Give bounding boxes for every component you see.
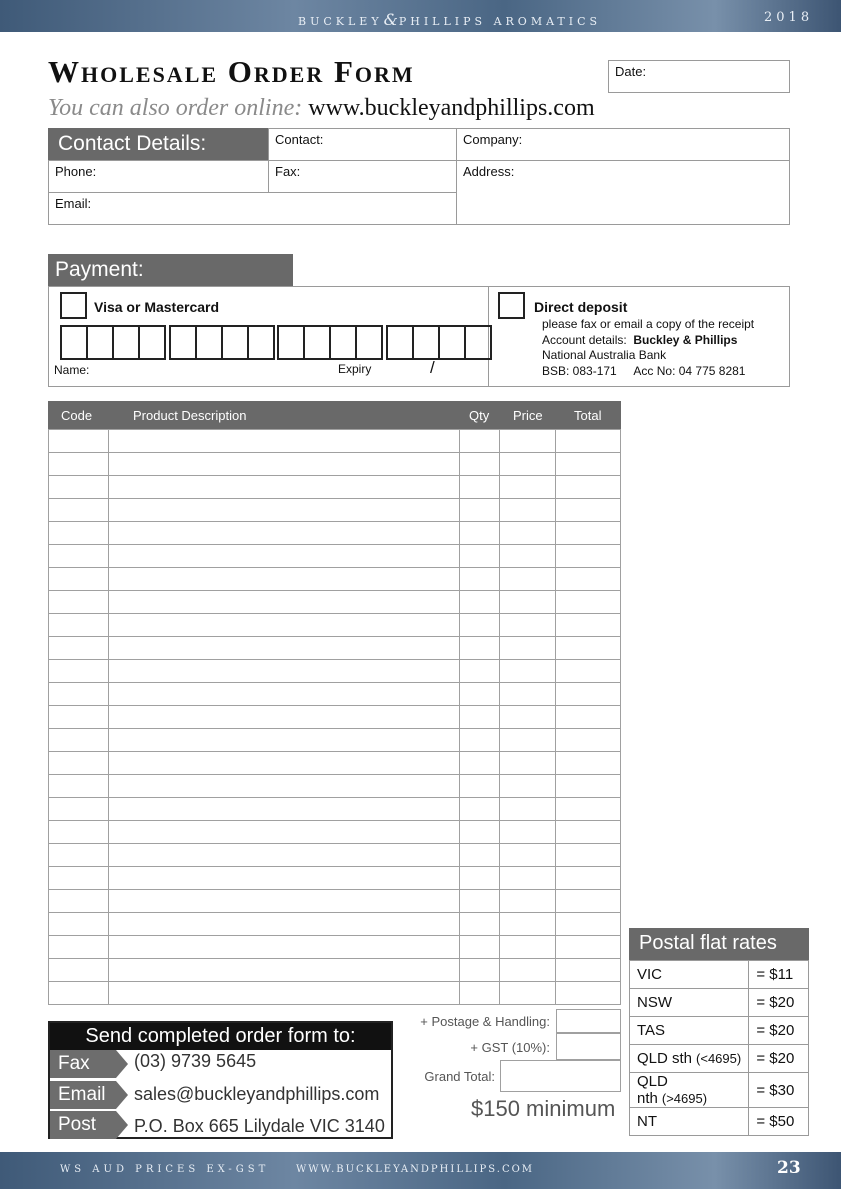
grand-total-field[interactable] [500, 1060, 621, 1092]
rate-row [630, 1017, 809, 1045]
cell-total[interactable] [556, 614, 621, 637]
contact-field[interactable] [268, 128, 457, 161]
brand-name: BUCKLEY&PHILLIPS AROMATICS [298, 10, 602, 29]
cell-code[interactable] [49, 798, 109, 821]
cell-qty[interactable] [460, 821, 500, 844]
cell-total[interactable] [556, 683, 621, 706]
card-number-group-4[interactable] [386, 325, 492, 360]
post-tag: Post [50, 1111, 116, 1139]
cell-description[interactable] [108, 660, 459, 683]
cell-total[interactable] [556, 499, 621, 522]
cell-description[interactable] [108, 959, 459, 982]
header-year: 2018 [764, 10, 814, 25]
cell-description[interactable] [108, 867, 459, 890]
cell-price[interactable] [500, 798, 556, 821]
col-description: Product Description [133, 408, 247, 423]
rate-price: = $11 [749, 961, 809, 989]
company-field[interactable] [456, 128, 790, 161]
rate-row [630, 1073, 809, 1108]
rate-price: = $20 [749, 989, 809, 1017]
expiry-slash: / [430, 358, 435, 377]
table-row [49, 798, 621, 821]
cell-code[interactable] [49, 867, 109, 890]
table-row [49, 614, 621, 637]
table-row [49, 982, 621, 1005]
name-label: Name: [54, 363, 90, 377]
cell-description[interactable] [108, 982, 459, 1005]
cell-price[interactable] [500, 522, 556, 545]
cell-qty[interactable] [460, 729, 500, 752]
card-checkbox[interactable] [60, 292, 87, 319]
cell-description[interactable] [108, 729, 459, 752]
table-row [49, 499, 621, 522]
cell-qty[interactable] [460, 660, 500, 683]
table-row [49, 591, 621, 614]
bank-name: National Australia Bank [542, 348, 667, 362]
cell-price[interactable] [500, 867, 556, 890]
rate-price: = $20 [749, 1045, 809, 1073]
cell-code[interactable] [49, 591, 109, 614]
card-label: Visa or Mastercard [94, 299, 220, 315]
cell-qty[interactable] [460, 706, 500, 729]
cell-price[interactable] [500, 499, 556, 522]
cell-code[interactable] [49, 821, 109, 844]
table-row [49, 913, 621, 936]
cell-price[interactable] [500, 913, 556, 936]
col-qty: Qty [469, 408, 490, 423]
cell-description[interactable] [108, 568, 459, 591]
page-title: Wholesale Order Form [48, 54, 415, 89]
cell-code[interactable] [49, 982, 109, 1005]
cell-qty[interactable] [460, 453, 500, 476]
cell-qty[interactable] [460, 890, 500, 913]
footer-url: WWW.BUCKLEYANDPHILLIPS.COM [296, 1164, 535, 1175]
fax-field[interactable] [268, 160, 457, 193]
email-label: Email: [55, 196, 92, 211]
deposit-details [542, 317, 754, 379]
col-total: Total [574, 408, 602, 423]
cell-qty[interactable] [460, 867, 500, 890]
cell-description[interactable] [108, 890, 459, 913]
company-label: Company: [463, 132, 523, 147]
postage-label: + Postage & Handling: [420, 1014, 550, 1029]
gst-label: + GST (10%): [470, 1040, 550, 1055]
table-row [49, 706, 621, 729]
cell-code[interactable] [49, 775, 109, 798]
table-row [49, 936, 621, 959]
cell-qty[interactable] [460, 752, 500, 775]
cell-qty[interactable] [460, 522, 500, 545]
cell-qty[interactable] [460, 982, 500, 1005]
table-row [49, 430, 621, 453]
col-price: Price [513, 408, 543, 423]
cell-description[interactable] [108, 752, 459, 775]
cell-description[interactable] [108, 430, 459, 453]
cell-total[interactable] [556, 453, 621, 476]
cell-price[interactable] [500, 959, 556, 982]
cell-price[interactable] [500, 982, 556, 1005]
cell-description[interactable] [108, 775, 459, 798]
cell-qty[interactable] [460, 936, 500, 959]
items-table-header [48, 401, 621, 429]
cell-code[interactable] [49, 752, 109, 775]
cell-description[interactable] [108, 798, 459, 821]
cell-total[interactable] [556, 752, 621, 775]
cell-description[interactable] [108, 614, 459, 637]
online-prefix: You can also order online: [48, 95, 303, 121]
rate-region: NT [630, 1108, 749, 1136]
postal-rates-table [629, 960, 809, 1136]
cell-code[interactable] [49, 959, 109, 982]
cell-code[interactable] [49, 499, 109, 522]
cell-total[interactable] [556, 959, 621, 982]
rate-row [630, 961, 809, 989]
table-row [49, 959, 621, 982]
cell-total[interactable] [556, 775, 621, 798]
cell-price[interactable] [500, 890, 556, 913]
cell-description[interactable] [108, 913, 459, 936]
send-box [48, 1021, 393, 1139]
cell-qty[interactable] [460, 798, 500, 821]
cell-code[interactable] [49, 522, 109, 545]
table-row [49, 660, 621, 683]
postage-field[interactable] [556, 1009, 621, 1033]
cell-code[interactable] [49, 430, 109, 453]
cell-description[interactable] [108, 476, 459, 499]
table-row [49, 453, 621, 476]
fax-label: Fax: [275, 164, 301, 179]
cell-price[interactable] [500, 821, 556, 844]
table-row [49, 729, 621, 752]
table-row [49, 821, 621, 844]
postal-address: P.O. Box 665 Lilydale VIC 3140 [134, 1116, 385, 1136]
contact-heading: Contact Details: [48, 128, 269, 160]
cell-description[interactable] [108, 453, 459, 476]
table-row [49, 522, 621, 545]
cell-code[interactable] [49, 660, 109, 683]
account-details: Account details: Buckley & Phillips [542, 332, 738, 347]
rate-region: NSW [630, 989, 749, 1017]
cell-total[interactable] [556, 798, 621, 821]
minimum-order: $150 minimum [471, 1096, 616, 1121]
phone-label: Phone: [55, 164, 97, 179]
header-band [0, 0, 841, 32]
cell-qty[interactable] [460, 844, 500, 867]
address-field[interactable] [456, 160, 790, 225]
cell-code[interactable] [49, 844, 109, 867]
rate-region: VIC [630, 961, 749, 989]
cell-total[interactable] [556, 982, 621, 1005]
rate-price: = $20 [749, 1017, 809, 1045]
cell-price[interactable] [500, 706, 556, 729]
table-row [49, 545, 621, 568]
table-row [49, 867, 621, 890]
cell-price[interactable] [500, 936, 556, 959]
rate-row [630, 1108, 809, 1136]
rate-price: = $50 [749, 1108, 809, 1136]
cell-code[interactable] [49, 568, 109, 591]
cell-code[interactable] [49, 683, 109, 706]
rate-region: TAS [630, 1017, 749, 1045]
website-link[interactable]: www.buckleyandphillips.com [308, 95, 595, 121]
cell-description[interactable] [108, 706, 459, 729]
cell-code[interactable] [49, 545, 109, 568]
table-row [49, 476, 621, 499]
footer-band [0, 1152, 841, 1189]
card-number-group-1[interactable] [60, 325, 166, 360]
cell-description[interactable] [108, 637, 459, 660]
cell-qty[interactable] [460, 430, 500, 453]
cell-qty[interactable] [460, 637, 500, 660]
cell-price[interactable] [500, 844, 556, 867]
cell-description[interactable] [108, 522, 459, 545]
cell-code[interactable] [49, 476, 109, 499]
cell-qty[interactable] [460, 775, 500, 798]
cell-total[interactable] [556, 936, 621, 959]
cell-price[interactable] [500, 660, 556, 683]
cell-total[interactable] [556, 729, 621, 752]
cell-code[interactable] [49, 637, 109, 660]
cell-price[interactable] [500, 430, 556, 453]
cell-code[interactable] [49, 936, 109, 959]
cell-price[interactable] [500, 775, 556, 798]
card-number-group-3[interactable] [277, 325, 383, 360]
cell-code[interactable] [49, 890, 109, 913]
cell-total[interactable] [556, 545, 621, 568]
rate-region: QLD nth (>4695) [630, 1073, 749, 1108]
cell-description[interactable] [108, 821, 459, 844]
cell-description[interactable] [108, 683, 459, 706]
deposit-checkbox[interactable] [498, 292, 525, 319]
cell-code[interactable] [49, 453, 109, 476]
card-number-group-2[interactable] [169, 325, 275, 360]
cell-description[interactable] [108, 844, 459, 867]
cell-total[interactable] [556, 637, 621, 660]
cell-price[interactable] [500, 614, 556, 637]
cell-price[interactable] [500, 591, 556, 614]
address-label: Address: [463, 164, 515, 179]
cell-code[interactable] [49, 706, 109, 729]
cell-price[interactable] [500, 683, 556, 706]
bank-numbers: BSB: 083-171 Acc No: 04 775 8281 [542, 363, 746, 378]
cell-qty[interactable] [460, 568, 500, 591]
contact-label: Contact: [275, 132, 324, 147]
cell-price[interactable] [500, 453, 556, 476]
cell-total[interactable] [556, 821, 621, 844]
cell-total[interactable] [556, 913, 621, 936]
items-table [48, 429, 621, 1005]
cell-price[interactable] [500, 637, 556, 660]
cell-price[interactable] [500, 568, 556, 591]
send-heading: Send completed order form to: [50, 1023, 391, 1050]
footer-prices-note: WS AUD PRICES EX-GST [60, 1164, 270, 1175]
cell-total[interactable] [556, 844, 621, 867]
table-row [49, 890, 621, 913]
cell-price[interactable] [500, 545, 556, 568]
table-row [49, 637, 621, 660]
grand-total-label: Grand Total: [424, 1069, 495, 1084]
phone-field[interactable] [48, 160, 269, 193]
expiry-label: Expiry [338, 362, 372, 376]
cell-code[interactable] [49, 729, 109, 752]
payment-heading: Payment: [48, 254, 293, 286]
cell-total[interactable] [556, 890, 621, 913]
online-order-line [48, 95, 595, 122]
postal-heading: Postal flat rates [629, 928, 809, 960]
cell-total[interactable] [556, 706, 621, 729]
cell-price[interactable] [500, 752, 556, 775]
cell-description[interactable] [108, 499, 459, 522]
rate-price: = $30 [749, 1073, 809, 1108]
cell-total[interactable] [556, 476, 621, 499]
cell-price[interactable] [500, 729, 556, 752]
date-label: Date: [615, 64, 647, 79]
cell-total[interactable] [556, 522, 621, 545]
email-address[interactable]: sales@buckleyandphillips.com [134, 1084, 380, 1104]
cell-price[interactable] [500, 476, 556, 499]
cell-qty[interactable] [460, 476, 500, 499]
cell-code[interactable] [49, 913, 109, 936]
deposit-note: please fax or email a copy of the receipt [542, 317, 755, 331]
cell-description[interactable] [108, 545, 459, 568]
table-row [49, 568, 621, 591]
email-field[interactable] [48, 192, 457, 225]
fax-tag: Fax [50, 1050, 116, 1078]
cell-qty[interactable] [460, 614, 500, 637]
cell-total[interactable] [556, 430, 621, 453]
col-code: Code [61, 408, 93, 423]
cell-total[interactable] [556, 867, 621, 890]
fax-number: (03) 9739 5645 [134, 1051, 257, 1071]
table-row [49, 844, 621, 867]
table-row [49, 775, 621, 798]
table-row [49, 752, 621, 775]
cell-total[interactable] [556, 568, 621, 591]
cell-total[interactable] [556, 660, 621, 683]
cell-total[interactable] [556, 591, 621, 614]
page-number: 23 [777, 1158, 801, 1178]
cell-description[interactable] [108, 591, 459, 614]
rate-region: QLD sth (<4695) [630, 1045, 749, 1073]
date-field[interactable] [608, 60, 790, 93]
email-tag: Email [50, 1081, 116, 1109]
cell-qty[interactable] [460, 959, 500, 982]
gst-field[interactable] [556, 1033, 621, 1060]
cell-qty[interactable] [460, 545, 500, 568]
cell-qty[interactable] [460, 913, 500, 936]
cell-qty[interactable] [460, 591, 500, 614]
deposit-title: Direct deposit [534, 299, 628, 315]
table-row [49, 683, 621, 706]
cell-code[interactable] [49, 614, 109, 637]
cell-qty[interactable] [460, 683, 500, 706]
cell-description[interactable] [108, 936, 459, 959]
cell-qty[interactable] [460, 499, 500, 522]
rate-row [630, 1045, 809, 1073]
rate-row [630, 989, 809, 1017]
